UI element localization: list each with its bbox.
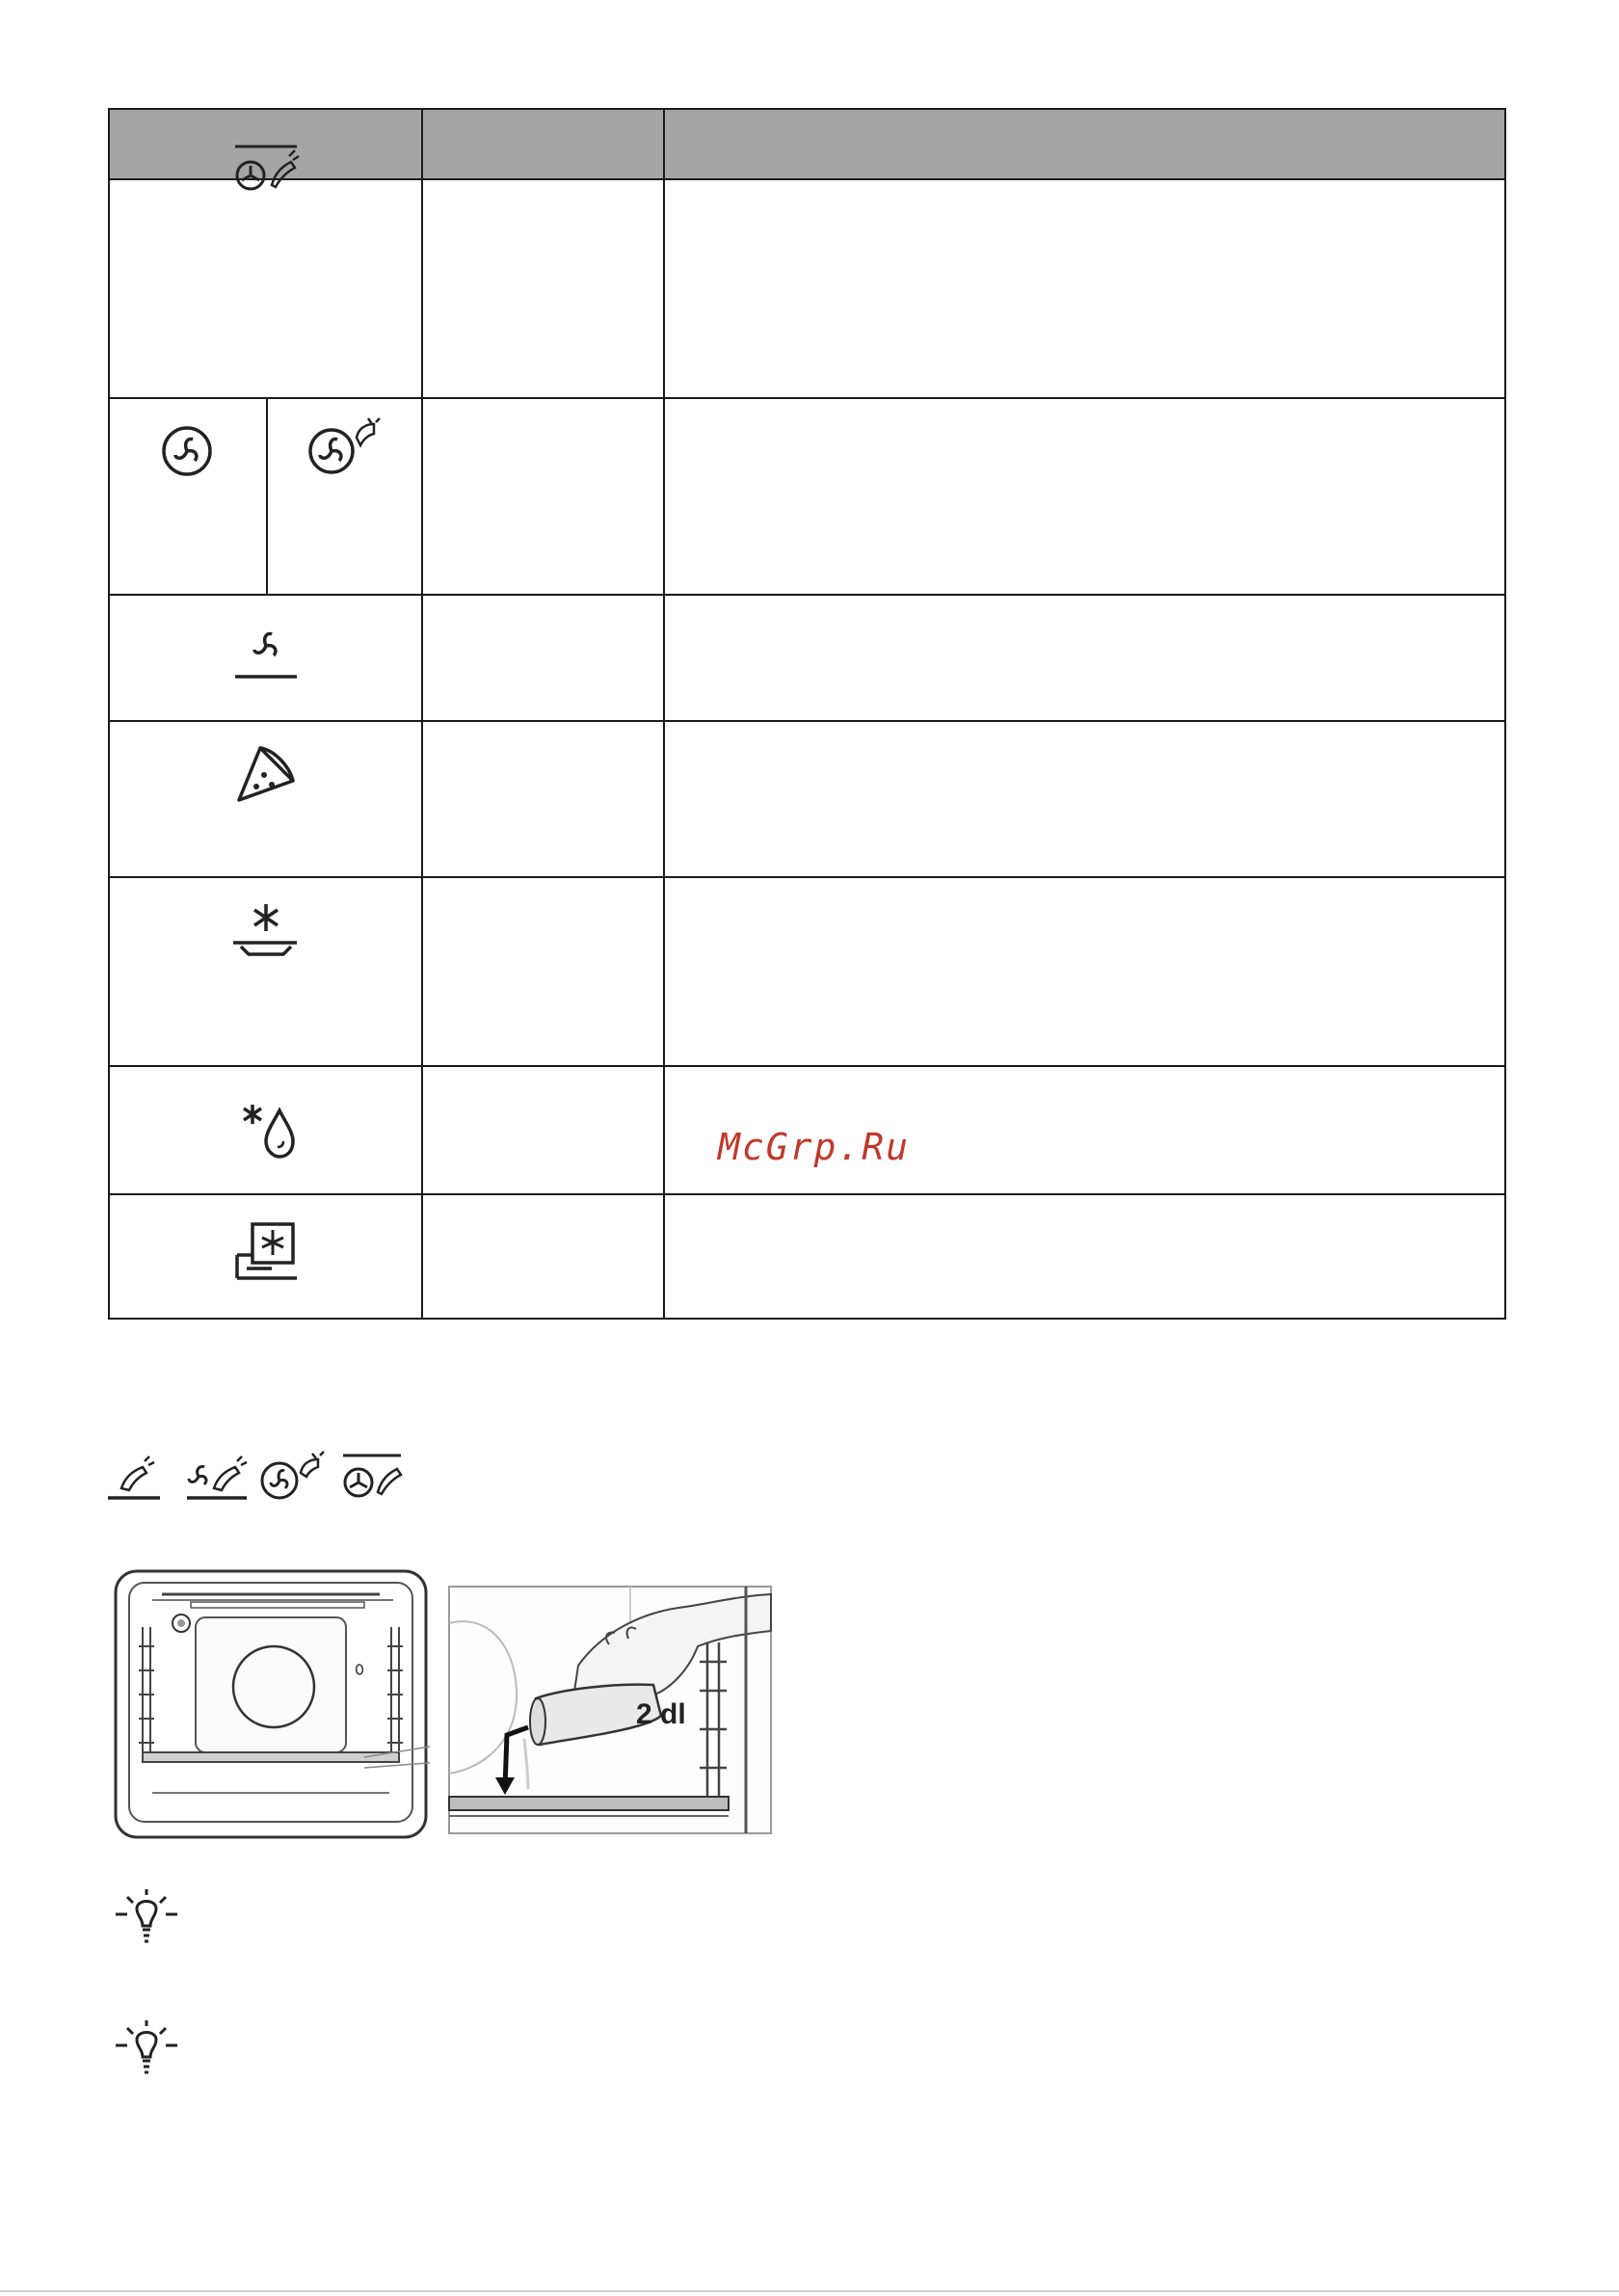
lightbulb-icon	[112, 1887, 181, 1947]
fan-steam-icon	[305, 414, 382, 482]
oven-interior-illustration	[114, 1569, 430, 1845]
row-divider	[110, 720, 1504, 722]
lightbulb-icon	[112, 2018, 181, 2078]
pouring-water-illustration	[447, 1585, 775, 1841]
fan-heat-bottom-steam-icon	[341, 1452, 405, 1506]
watermark: McGrp.Ru	[718, 1126, 911, 1168]
defrost-drop-icon	[239, 1097, 306, 1164]
pizza-icon	[235, 742, 303, 810]
fan-steam-icon	[258, 1450, 328, 1504]
defrost-icon	[229, 898, 303, 966]
table-header	[110, 110, 1504, 180]
cell-divider	[266, 397, 268, 594]
fan-icon	[160, 424, 218, 482]
fan-heat-bottom-steam-icon	[233, 143, 301, 200]
column-divider	[663, 110, 665, 1318]
row-divider	[110, 876, 1504, 878]
row-divider	[110, 397, 1504, 399]
row-divider	[110, 1193, 1504, 1195]
row-divider	[110, 1065, 1504, 1067]
footer-rule	[0, 2290, 1619, 2292]
bottom-fan-icon	[233, 617, 301, 684]
steam-fan-bottom-icon	[185, 1454, 249, 1502]
row-divider	[110, 594, 1504, 596]
steam-bottom-icon	[106, 1454, 164, 1502]
column-divider	[421, 110, 423, 1318]
water-measure-label: 2 dl	[636, 1698, 686, 1730]
keep-warm-icon	[233, 1220, 303, 1284]
